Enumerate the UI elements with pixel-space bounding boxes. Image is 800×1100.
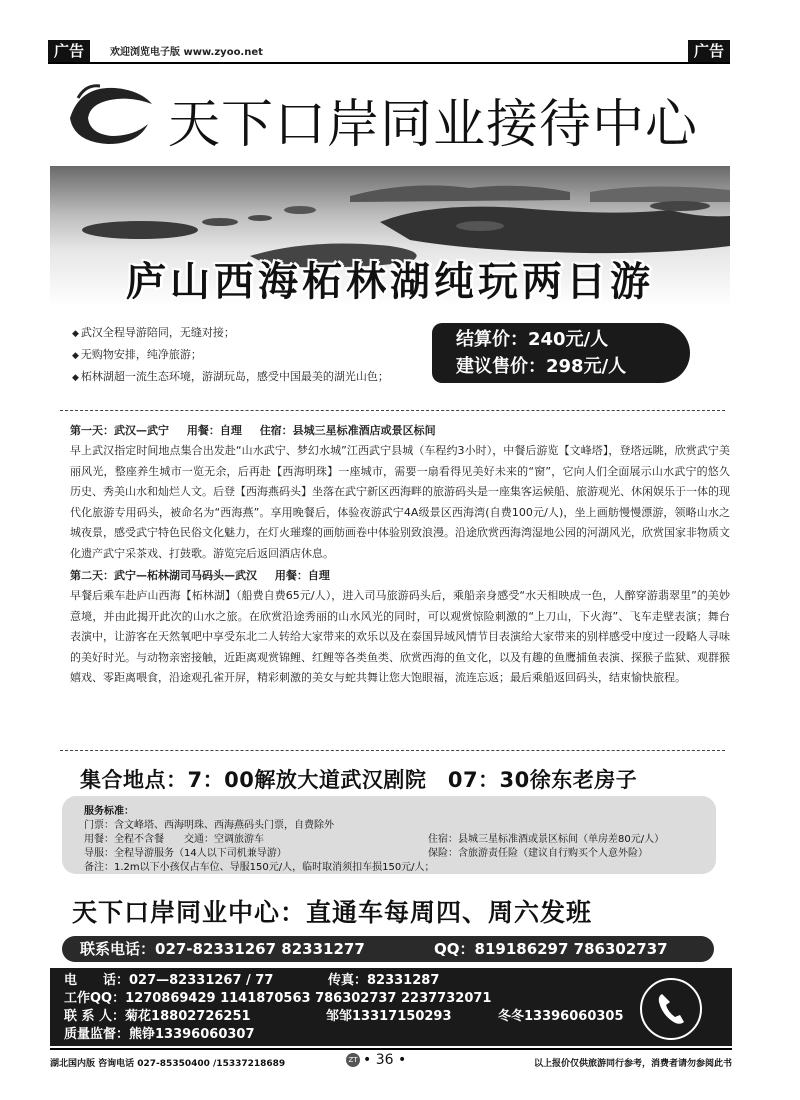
top-header-strip — [48, 40, 730, 64]
tour-highlights — [72, 324, 452, 390]
day-2-description: 早餐后乘车赴庐山西海【柘林湖】（船费自费65元/人），进入司马旅游码头后，乘船亲身感受“水天相映成一色，人醉穿游翡翠里”的美妙意境，并由此揭开此次的山水之旅。在欣赏沿途秀丽的山水风光的同时，可以观赏惊险刺激的“上刀山，下火海”、飞车走壁表演；舞台表演中，让游客在天然氧吧中享受东北二人转给大家带来的欢乐以及在泰国异域风情节目表演给大家带来的别样感受中度过一段略人寻味的美好时光。与动物亲密接触，近距离观赏锦鲤、红鲤等各类鱼类、欣赏西海的鱼文化，以及有趣的鱼鹰捕鱼表演、探猴子监狱、观群猴嬉戏、零距离喂食，沿途观孔雀开屏，精彩刺激的美女与蛇共舞让您大饱眼福，流连忘返；最后乘船返回码头，结束愉快旅程。 — [70, 589, 730, 684]
list-item — [72, 346, 452, 368]
service-guide: 导服：全程导游服务（14人以下司机兼导游） — [84, 848, 287, 859]
list-item — [72, 368, 452, 390]
contact-bar — [62, 936, 714, 962]
footer — [50, 1052, 732, 1072]
page-badge-icon: ZT — [346, 1053, 360, 1067]
contact-phone[interactable]: 联系电话：027-82331267 82331277 — [80, 940, 365, 958]
highlight-text: 无购物安排，纯净旅游； — [80, 348, 202, 361]
service-meals: 用餐：全程不含餐 交通：空调旅游车 — [84, 834, 264, 845]
dragon-logo-icon — [60, 78, 160, 148]
diamond-bullet-icon: ◆ — [72, 329, 79, 339]
day-1-header — [70, 421, 730, 441]
tour-title: 庐山西海柘林湖纯玩两日游 — [126, 259, 654, 305]
fax-line: 传真：82331287 — [328, 973, 440, 988]
page-number-text: • 36 • — [363, 1052, 407, 1068]
divider — [60, 410, 725, 411]
day-title: 第二天：武宁—柘林湖司马码头—武汉 — [70, 569, 257, 582]
phone-icon — [640, 978, 702, 1040]
page-title: 天下口岸同业接待中心 — [168, 95, 699, 155]
direct-bus-notice: 天下口岸同业中心：直通车每周四、周六发班 — [72, 898, 593, 927]
service-note: 备注：1.2m以下小孩仅占车位、导服150元/人，临时取消须扣车损150元/人； — [84, 862, 435, 873]
ad-label-right: 广告 — [688, 40, 730, 62]
service-heading: 服务标准： — [84, 806, 134, 817]
service-tickets: 门票：含文峰塔、西海明珠、西海燕码头门票，自费除外 — [84, 820, 334, 831]
service-insurance: 保险：含旅游责任险（建议自行购买个人意外险） — [428, 848, 648, 859]
day-2-header — [70, 566, 730, 586]
highlight-text: 柘林湖超一流生态环境，游湖玩岛，感受中国最美的湖光山色； — [80, 370, 389, 383]
settlement-price: 结算价：240元/人 — [456, 329, 609, 350]
footer-disclaimer: 以上报价仅供旅游同行参考，消费者请勿参阅此书 — [533, 1059, 732, 1069]
quality-supervision[interactable]: 质量监督：熊铮13396060307 — [64, 1027, 255, 1042]
footer-edition: 湖北国内版 咨询电话 027-85350400 /15337218689 — [50, 1059, 286, 1069]
diamond-bullet-icon: ◆ — [72, 373, 79, 383]
itinerary — [70, 421, 730, 691]
suggested-price: 建议售价：298元/人 — [456, 356, 627, 377]
day-meals: 用餐：自理 — [274, 569, 330, 582]
meeting-point: 集合地点：7：00解放大道武汉剧院 07：30徐东老房子 — [80, 768, 638, 792]
contact-block — [50, 968, 732, 1046]
contact-person-3[interactable]: 冬冬13396060305 — [498, 1009, 624, 1024]
diamond-bullet-icon: ◆ — [72, 351, 79, 361]
service-lodging: 住宿：县城三星标准酒或景区标间（单房差80元/人） — [428, 834, 665, 845]
contact-qq[interactable]: QQ：819186297 786302737 — [434, 940, 668, 958]
day-meals: 用餐：自理 — [186, 424, 242, 437]
day-1-description: 早上武汉指定时间地点集合出发赴“山水武宁、梦幻水城”江西武宁县城（车程约3小时），中餐后游览【文峰塔】，登塔远眺，欣赏武宁美丽风光，整座养生城市一览无余，后再赴【西海明珠】一座城市，需要一扇看得见美好未来的“窗”，它向人们全面展示山水武宁的悠久历史、秀美山水和灿烂人文。后登【西海燕码头】坐落在武宁新区西海畔的旅游码头是一座集客运候船、旅游观光、休闲娱乐于一体的现代化旅游专用码头，被命名为“西海燕”。享用晚餐后，体验夜游武宁4A级景区西海湾(自费100元/人)，坐上画舫慢慢漂游，领略山水之城夜景，感受武宁特色民俗文化魅力，在灯火璀璨的画舫画卷中体验别致浪漫。沿途欣赏西海湾湿地公园的河湖风光，欣赏国家非物质文化遗产武宁采茶戏、打鼓歌。游览完后返回酒店休息。 — [70, 444, 730, 560]
list-item — [72, 324, 452, 346]
welcome-url[interactable]: 欢迎浏览电子版 www.zyoo.net — [110, 47, 263, 58]
contact-person-2[interactable]: 邹邹13317150293 — [326, 1009, 452, 1024]
footer-divider — [50, 1048, 732, 1050]
page-number — [346, 1052, 406, 1068]
contact-person[interactable]: 联 系 人：菊花18802726251 — [64, 1009, 251, 1024]
tel-line[interactable]: 电 话：027—82331267 / 77 — [64, 973, 274, 988]
service-standards-box — [62, 796, 716, 874]
price-badge — [432, 323, 690, 383]
work-qq-line[interactable]: 工作QQ：1270869429 1141870563 786302737 2237732071 — [64, 991, 492, 1006]
day-stay: 住宿：县城三星标准酒店或景区标间 — [259, 424, 436, 437]
divider — [60, 750, 725, 751]
day-title: 第一天：武汉—武宁 — [70, 424, 169, 437]
ad-label-left: 广告 — [48, 40, 90, 62]
highlight-text: 武汉全程导游陪同，无缝对接； — [80, 326, 235, 339]
